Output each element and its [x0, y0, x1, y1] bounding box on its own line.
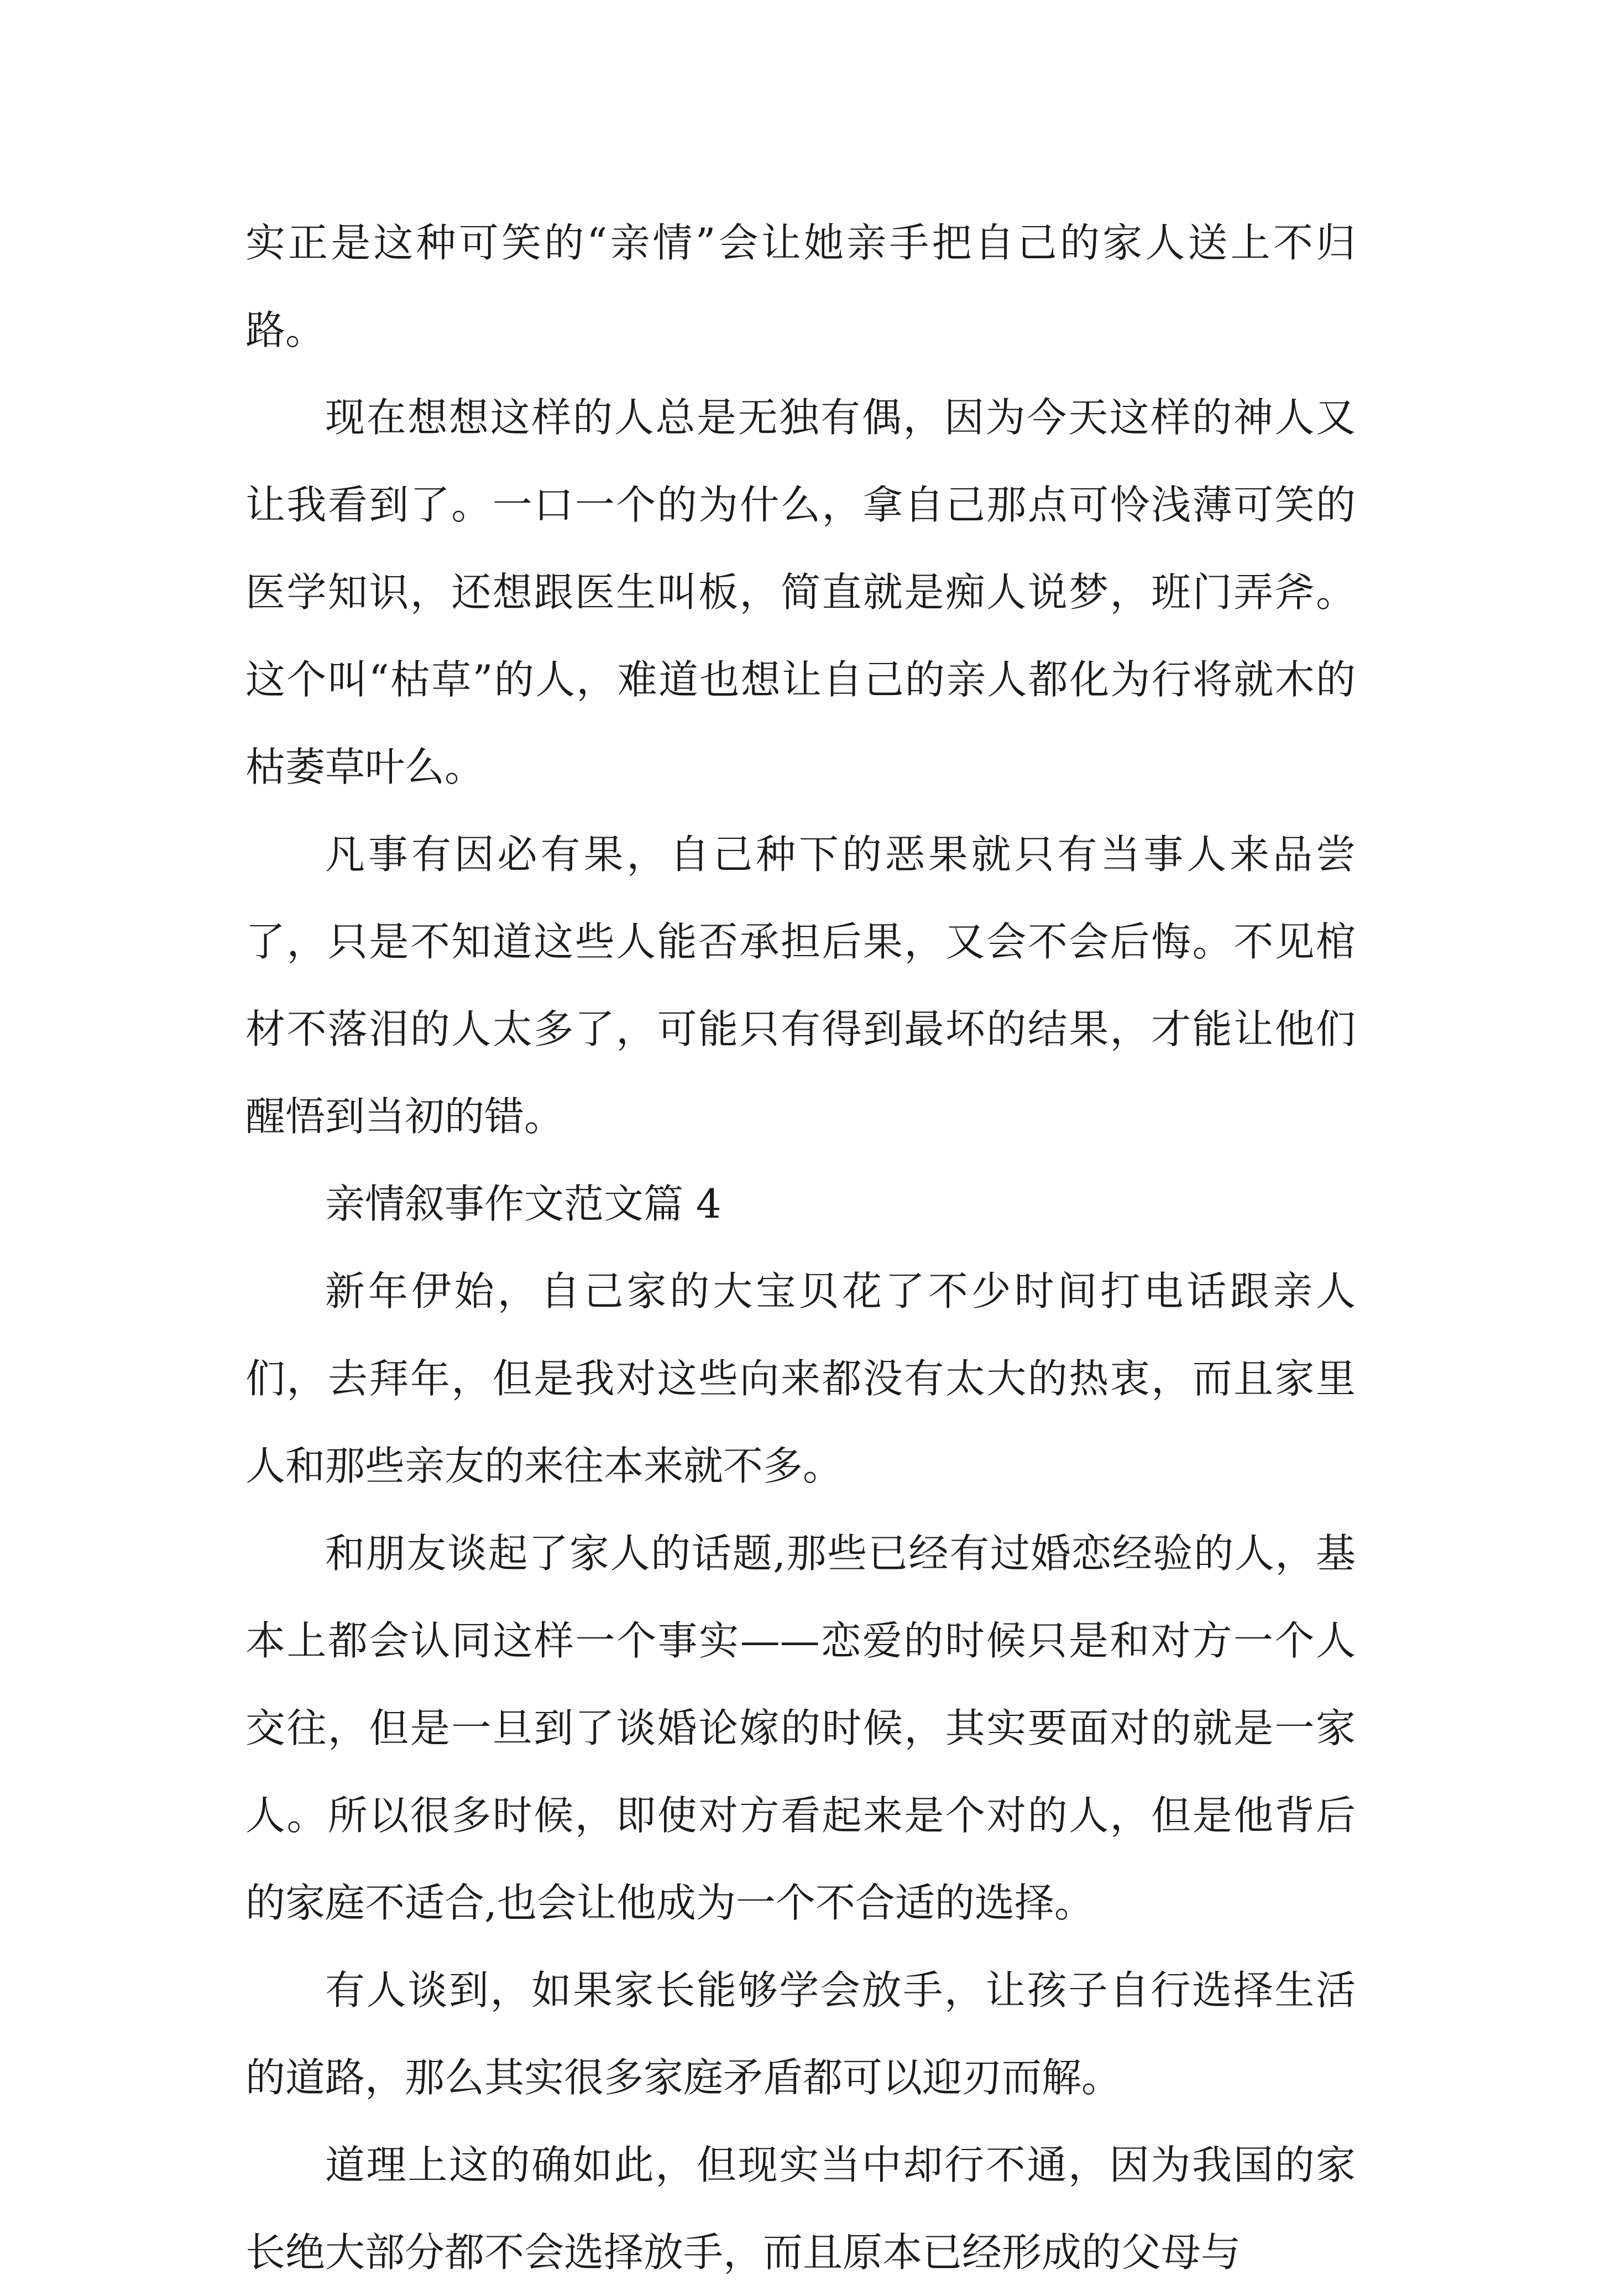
- paragraph: 现在想想这样的人总是无独有偶，因为今天这样的神人又让我看到了。一口一个的为什么，拿自己那点可怜浅薄可笑的医学知识，还想跟医生叫板，简直就是痴人说梦，班门弄斧。这个叫“枯草”的人，难道也想让自己的亲人都化为行将就木的枯萎草叶么。: [245, 394, 1356, 790]
- paragraph: 凡事有因必有果，自己种下的恶果就只有当事人来品尝了，只是不知道这些人能否承担后果，又会不会后悔。不见棺材不落泪的人太多了，可能只有得到最坏的结果，才能让他们醒悟到当初的错。: [245, 831, 1356, 1140]
- paragraph: 和朋友谈起了家人的话题,那些已经有过婚恋经验的人，基本上都会认同这样一个事实——恋爱的时候只是和对方一个人交往，但是一旦到了谈婚论嫁的时候，其实要面对的就是一家人。所以很多时候，即使对方看起来是个对的人，但是他背后的家庭不适合,也会让他成为一个不合适的选择。: [245, 1530, 1356, 1926]
- document-body: [245, 199, 1356, 2296]
- paragraph-continued: 实正是这种可笑的“亲情”会让她亲手把自己的家人送上不归路。: [245, 220, 1356, 353]
- section-heading: 亲情叙事作文范文篇 4: [325, 1181, 721, 1227]
- paragraph: 新年伊始，自己家的大宝贝花了不少时间打电话跟亲人们，去拜年，但是我对这些向来都没有太大的热衷，而且家里人和那些亲友的来往本来就不多。: [245, 1268, 1356, 1489]
- paragraph: 道理上这的确如此，但现实当中却行不通，因为我国的家长绝大部分都不会选择放手，而且原本已经形成的父母与: [245, 2142, 1356, 2276]
- paragraph: 有人谈到，如果家长能够学会放手，让孩子自行选择生活的道路，那么其实很多家庭矛盾都可以迎刃而解。: [245, 1967, 1356, 2101]
